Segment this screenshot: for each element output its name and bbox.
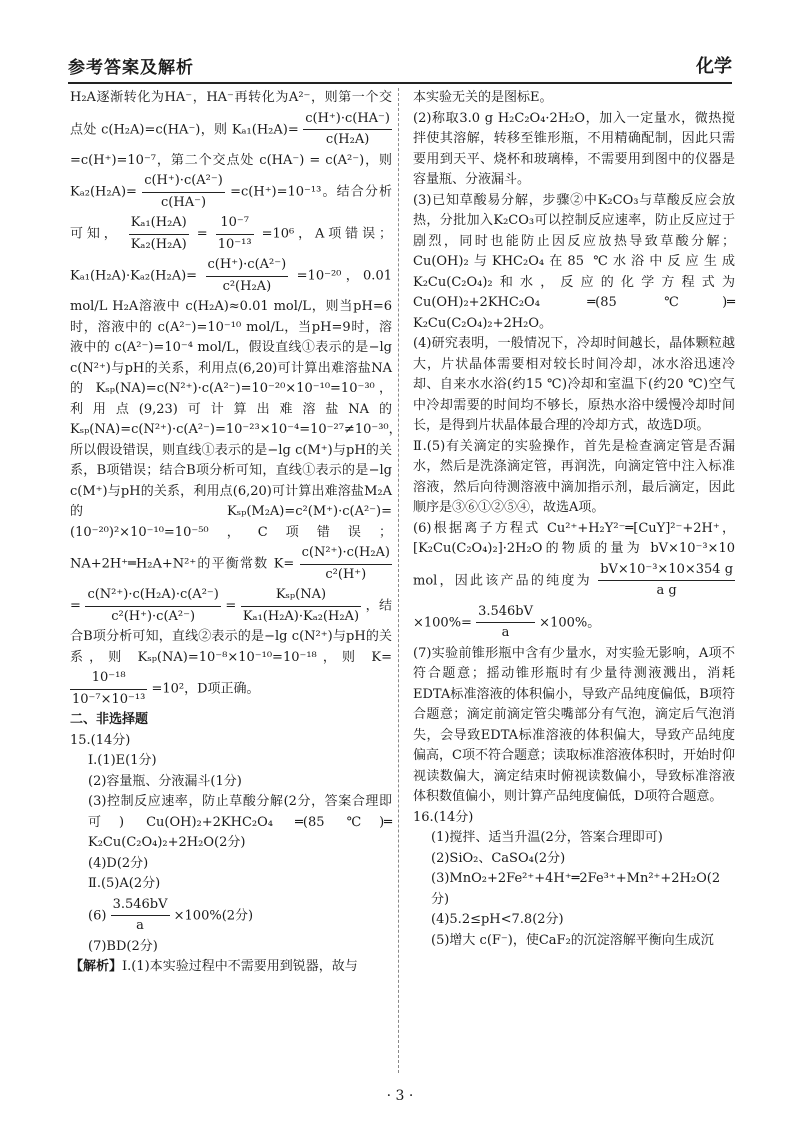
analysis-text: (3)已知草酸易分解，步骤②中K₂CO₃与草酸反应会放热，分批加入K₂CO₃可以控制反应速率，防止反应过于剧烈，同时也能防止因反应放热导致草酸分解；Cu(OH)₂与KHC₂O₄在85 ℃水浴中反应生成K₂Cu(C₂O₄)₂和水，反应的化学方程式为 Cu(OH)₂+2KHC₂O₄ ═(85 ℃)═ K₂Cu(C₂O₄)₂+2H₂O。 — [413, 192, 735, 331]
analysis-text: (2)称取3.0 g H₂C₂O₄·2H₂O，加入一定量水，微热搅拌使其溶解，转移至锥形瓶，不用精确配制，因此只需要用到天平、烧杯和玻璃棒，不需要用到图中的仪器是容量瓶、分液漏斗。 — [413, 110, 735, 187]
analysis-text: Ⅱ.(5)有关滴定的实验操作，首先是检查滴定管是否漏水，然后是洗涤滴定管，再润洗，向滴定管中注入标准溶液，然后向待测溶液中滴加指示剂，最后滴定，因此顺序是③⑥①②⑤④，故选A项。 — [413, 438, 735, 515]
answer-line: (5)增大 c(F⁻)，使CaF₂的沉淀溶解平衡向生成沉 — [431, 932, 714, 948]
answer-line: Ⅱ.(5)A(2分) — [88, 876, 161, 891]
header-subject: 化学 — [696, 56, 732, 77]
answer-line: (7)BD(2分) — [88, 938, 158, 954]
answer-line: (3)控制反应速率，防止草酸分解(2分，答案合理即可) Cu(OH)₂+2KHC₂O₄ ═(85 ℃)═ K₂Cu(C₂O₄)₂+2H₂O(2分) — [88, 794, 392, 850]
analysis-text: 本实验无关的是图标E。 — [413, 90, 553, 105]
fraction: $\frac{\text{10⁻⁷}}{\text{10⁻¹³}}$ — [217, 215, 252, 252]
fraction: $\frac{c(H^+)\cdot c(HA^-)}{\text{c(H₂A)}}$ — [305, 110, 390, 147]
analysis-tag: 【解析】 — [70, 959, 123, 974]
page-header — [68, 48, 732, 84]
answer-line: (1)搅拌、适当升温(2分，答案合理即可) — [431, 830, 663, 845]
header-title: 参考答案及解析 — [68, 58, 194, 78]
fraction: $\frac{\text{c(N²⁺)·c(H₂A)·c(A²⁻)}}{\text{c²(H⁺)·c(A²⁻)}}$ — [87, 587, 219, 624]
question-number: 16.(14分) — [413, 809, 474, 825]
analysis-start: 【解析】Ⅰ.(1)本实验过程中不需要用到锐器，故与 — [70, 959, 358, 974]
question-number: 15.(14分) — [70, 732, 131, 748]
text-run: =10²，D项正确。 — [151, 681, 260, 697]
text-run: =10⁻²⁰，0.01 mol/L H₂A溶液中 c(H₂A)≈0.01 mol/L，则当pH=6时，溶液中的 c(A²⁻)=10⁻¹⁰ mol/L，当pH=9时，溶液中的 c(A²⁻)=10⁻⁴ mol/L，假设直线①表示的是−lg c(N²⁺)与pH的关系，利用点(6,20)可计算出难溶盐NA的 Kₛₚ(NA)=c(N²⁺)·c(A²⁻)=10⁻²⁰×10⁻¹⁰=10⁻³⁰，利用点(9,23)可计算出难溶盐NA的 Kₛₚ(NA)=c(N²⁺)·c(A²⁻)=10⁻²³×10⁻⁴=10⁻²⁷≠10⁻³⁰，所以假设错误，则直线①表示的是−lg c(M⁺)与pH的关系，B项错误；结合B项分析可知，直线①表示的是−lg c(M⁺)与pH的关系，利用点(6,20)可计算出难溶盐M₂A的 Kₛₚ(M₂A)=c²(M⁺)·c(A²⁻)=(10⁻²⁰)²×10⁻¹⁰=10⁻⁵⁰，C项错误；NA+2H⁺═H₂A+N²⁺的平衡常数 K= — [70, 268, 402, 572]
fraction: $\frac{\text{Kₐ₁(H₂A)}}{\text{Kₐ₂(H₂A)}}$ — [130, 215, 187, 252]
text-run: H₂A逐渐转化为HA⁻，HA⁻再转化为A²⁻，则第一个交点处 c(H₂A)=c(HA⁻)，则 Kₐ₁(H₂A)= — [70, 90, 392, 137]
solution-text: H₂A逐渐转化为HA⁻，HA⁻再转化为A²⁻，则第一个交点处 c(H₂A)=c(HA⁻)，则 Kₐ₁(H₂A)= $\frac{c(H^+)\cdot c(HA^-)}{\text{c(H₂A)}}$ =c(H⁺)=10⁻⁷，第二个交点处 c(HA⁻) = c(A²⁻)，则 Kₐ₂(H₂A)= $\frac{\text{c(H⁺)·c(A²⁻)}}{c(HA^-)}$ =c(H⁺)=10⁻¹³。结合分析可知， $\frac{\text{Kₐ₁(H₂A)}}{\text{Kₐ₂(H₂A)}}$ = $\frac{\text{10⁻⁷}}{\text{10⁻¹³}}$ =10⁶，A项错误；Kₐ₁(H₂A)·Kₐ₂(H₂A)= $\frac{\text{c(H⁺)·c(A²⁻)}}{\text{c²(H₂A)}}$ =10⁻²⁰，0.01 mol/L H₂A溶液中 c(H₂A)≈0.01 mol/L，则当pH=6时，溶液中的 c(A²⁻)=10⁻¹⁰ mol/L，当pH=9时，溶液中的 c(A²⁻)=10⁻⁴ mol/L，假设直线①表示的是−lg c(N²⁺)与pH的关系，利用点(6,20)可计算出难溶盐NA的 Kₛₚ(NA)=c(N²⁺)·c(A²⁻)=10⁻²⁰×10⁻¹⁰=10⁻³⁰，利用点(9,23)可计算出难溶盐NA的 Kₛₚ(NA)=c(N²⁺)·c(A²⁻)=10⁻²³×10⁻⁴=10⁻²⁷≠10⁻³⁰，所以假设错误，则直线①表示的是−lg c(M⁺)与pH的关系，B项错误；结合B项分析可知，直线①表示的是−lg c(M⁺)与pH的关系，利用点(6,20)可计算出难溶盐M₂A的 Kₛₚ(M₂A)=c²(M⁺)·c(A²⁻)=(10⁻²⁰)²×10⁻¹⁰=10⁻⁵⁰，C项错误；NA+2H⁺═H₂A+N²⁺的平衡常数 K= $\frac{\text{c(N²⁺)·c(H₂A)}}{\text{c²(H⁺)}}$ = $\frac{\text{c(N²⁺)·c(H₂A)·c(A²⁻)}}{\text{c²(H⁺)·c(A²⁻)}}$ = $\frac{\text{Kₛₚ(NA)}}{\text{Kₐ₁(H₂A)·Kₐ₂(H₂A)}}$ ，结合B项分析可知，直线②表示的是−lg c(N²⁺)与pH的关系，则 Kₛₚ(NA)=10⁻⁸×10⁻¹⁰=10⁻¹⁸，则 K= $\frac{\text{10⁻¹⁸}}{\text{10⁻⁷×10⁻¹³}}$ =10²，D项正确。 — [70, 88, 392, 710]
answer-line: (3)MnO₂+2Fe²⁺+4H⁺═2Fe³⁺+Mn²⁺+2H₂O(2分) — [431, 871, 721, 907]
text-run: =c(H⁺)=10⁻¹³。结合分析可知， — [70, 184, 392, 242]
fraction: $\frac{3.546bV}{a}$ — [478, 603, 534, 640]
answer-line: (2)SiO₂、CaSO₄(2分) — [431, 850, 566, 866]
fraction: $\frac{\text{Kₛₚ(NA)}}{\text{Kₐ₁(H₂A)·Kₐ₂(H₂A)}}$ — [242, 587, 360, 624]
left-column — [70, 88, 402, 978]
answer-line: (4)D(2分) — [88, 855, 149, 871]
text-run: =c(H⁺)=10⁻⁷，第二个交点处 c(HA⁻) = c(A²⁻)，则 Kₐ₂(H₂A)= — [70, 152, 392, 200]
fraction: $\frac{\text{10⁻¹⁸}}{\text{10⁻⁷×10⁻¹³}}$ — [72, 670, 146, 707]
column-divider — [398, 88, 399, 1073]
fraction: $\frac{\text{bV×10⁻³×10×354 g}}{\text{a g}}$ — [600, 561, 734, 598]
text-run: ，结合B项分析可知，直线②表示的是−lg c(N²⁺)与pH的关系，则 Kₛₚ(NA)=10⁻⁸×10⁻¹⁰=10⁻¹⁸，则 K= — [70, 598, 392, 665]
text-run: =10⁶，A项错误；Kₐ₁(H₂A)·Kₐ₂(H₂A)= — [70, 226, 392, 284]
answer-line: Ⅰ.(1)E(1分) — [88, 753, 157, 768]
fraction: $\frac{\text{c(H⁺)·c(A²⁻)}}{c(HA^-)}$ — [144, 173, 223, 210]
page-number: · 3 · — [386, 1088, 414, 1104]
answer-line: (2)容量瓶、分液漏斗(1分) — [88, 773, 242, 789]
analysis-text: (6)根据离子方程式 Cu²⁺+H₂Y²⁻═[CuY]²⁻+2H⁺，[K₂Cu(C₂O₄)₂]·2H₂O的物质的量为 bV×10⁻³×10 mol，因此该产品的纯度为 $\frac{\text{bV×10⁻³×10×354 g}}{\text{a g}}$ ×100%= $\frac{3.546bV}{a}$ ×100%。 — [413, 519, 735, 644]
answer-line: (6) $\frac{3.546bV}{a}$ ×100%(2分) — [70, 895, 392, 937]
answer-line: (4)5.2≤pH<7.8(2分) — [431, 912, 564, 927]
fraction: $\frac{\text{c(H⁺)·c(A²⁻)}}{\text{c²(H₂A)}}$ — [207, 257, 287, 294]
analysis-text: (4)研究表明，一般情况下，冷却时间越长，晶体颗粒越大，片状晶体需要相对较长时间冷却，冰水浴迅速冷却、自来水水浴(约15 ℃)冷却和室温下(约20 ℃)空气中冷却需要的时间均不够长，原热水浴中缓慢冷却时间长，是得到片状晶体最合理的冷却方式，故选D项。 — [413, 336, 735, 433]
right-column — [413, 88, 735, 951]
fraction: $\frac{3.546bV}{a}$ — [112, 896, 168, 933]
analysis-text: (7)实验前锥形瓶中含有少量水，对实验无影响，A项不符合题意；摇动锥形瓶时有少量待测液溅出，消耗EDTA标准溶液的体积偏小，导致产品纯度偏低，B项符合题意；滴定前滴定管尖嘴部分有气泡，滴定后气泡消失，会导致EDTA标准溶液的体积偏大，导致产品纯度偏高，C项不符合题意；读取标准溶液体积时，开始时仰视读数偏大，滴定结束时俯视读数偏小，导致标准溶液体积数值偏小，则计算产品纯度偏低，D项符合题意。 — [413, 645, 735, 804]
fraction: $\frac{\text{c(N²⁺)·c(H₂A)}}{\text{c²(H⁺)}}$ — [301, 545, 390, 582]
section-heading: 二、非选择题 — [70, 712, 149, 727]
